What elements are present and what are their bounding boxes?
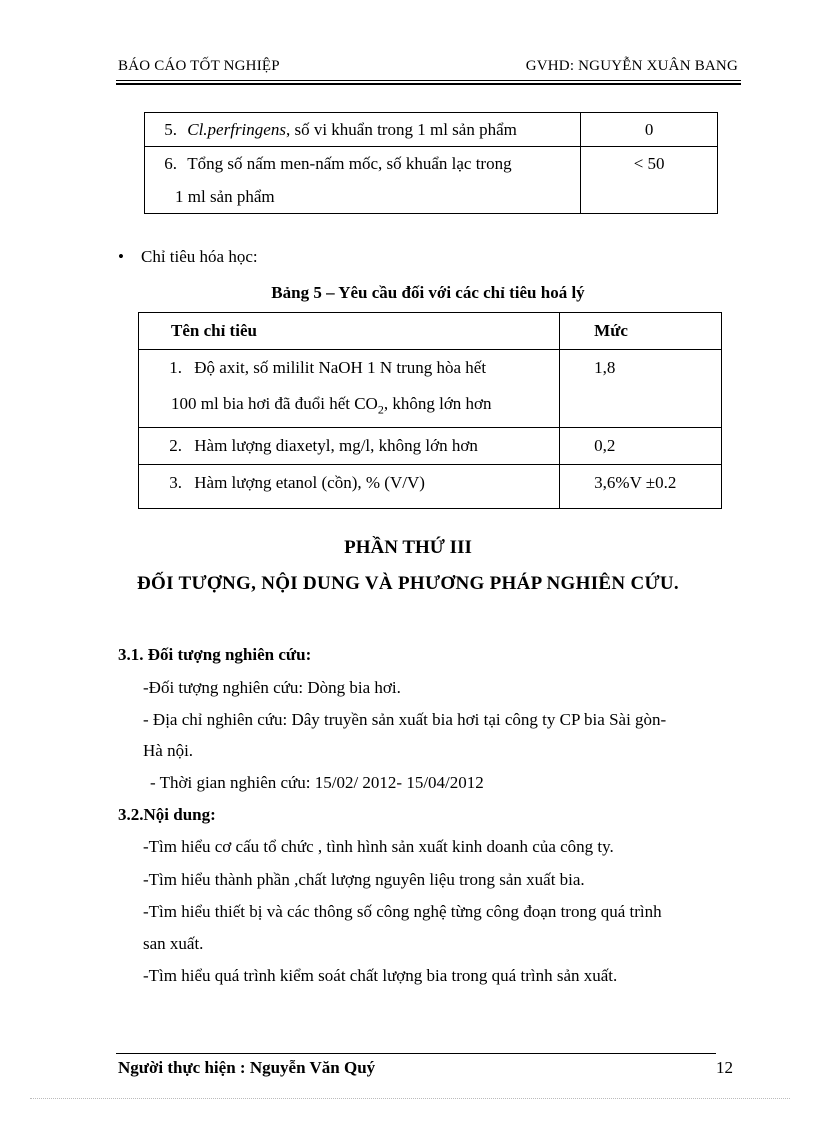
table-row: 3. Hàm lượng etanol (cồn), % (V/V) 3,6%V ±0.2	[139, 465, 722, 509]
table-row: 1. Độ axit, số mililit NaOH 1 N trung hòa hết 100 ml bia hơi đã đuổi hết $CO_2$, không lớn hơn 1,8	[139, 350, 722, 428]
organism-name: Cl.perfringens	[187, 120, 286, 139]
sec32-line: -Tìm hiểu thiết bị và các thông số công nghệ từng công đoạn trong quá trình	[143, 902, 662, 921]
micro-value: 0	[644, 120, 654, 139]
chem-value: 3,6%V ±0.2	[594, 473, 677, 493]
sec32-line: san xuất.	[143, 934, 204, 953]
bullet-chem: • Chỉ tiêu hóa học:	[118, 247, 258, 266]
header-left: BÁO CÁO TỐT NGHIỆP	[118, 58, 280, 74]
part-title: PHẦN THỨ III	[344, 537, 472, 558]
chem-value: 1,8	[594, 358, 616, 377]
micro-table	[144, 112, 718, 214]
table-row: 2. Hàm lượng diaxetyl, mg/l, không lớn hơn 0,2	[139, 428, 722, 465]
sec32-line: -Tìm hiểu quá trình kiểm soát chất lượng bia trong quá trình sản xuất.	[143, 966, 618, 985]
section-3-1-heading: 3.1. Đối tượng nghiên cứu:	[118, 645, 312, 664]
table-caption: Bảng 5 – Yêu cầu đối với các chỉ tiêu hoá lý	[271, 283, 585, 302]
sec32-line: -Tìm hiểu cơ cấu tổ chức , tình hình sản xuất kinh doanh của công ty.	[143, 837, 614, 856]
table-row: 5. Cl.perfringens, số vi khuẩn trong 1 ml sản phẩm 0	[145, 113, 718, 147]
header-right: GVHD: NGUYỄN XUÂN BANG	[525, 58, 738, 74]
table-header-row	[139, 313, 722, 350]
footer-rule	[116, 1053, 716, 1054]
sec31-line: - Địa chỉ nghiên cứu: Dây truyền sản xuất bia hơi tại công ty CP bia Sài gòn-	[143, 710, 667, 729]
chem-table	[138, 312, 722, 509]
table-row: 6. Tổng số nấm men-nấm mốc, số khuẩn lạc trong 1 ml sản phẩm < 50	[145, 147, 718, 214]
sec31-line: Hà nội.	[143, 741, 194, 760]
micro-value: < 50	[633, 154, 665, 173]
chem-value: 0,2	[594, 436, 616, 456]
bullet-icon: •	[118, 247, 124, 266]
section-3-2-heading: 3.2.Nội dung:	[118, 805, 216, 824]
sec31-line: -Đối tượng nghiên cứu: Dòng bia hơi.	[143, 678, 401, 697]
page-number: 12	[716, 1058, 733, 1077]
footer-author: Người thực hiện : Nguyễn Văn Quý	[118, 1058, 376, 1077]
page-edge-dots	[30, 1098, 790, 1099]
part-subtitle: ĐỐI TƯỢNG, NỘI DUNG VÀ PHƯƠNG PHÁP NGHIÊN CỨU.	[137, 573, 679, 594]
header-rule-thin	[116, 80, 741, 81]
sec31-line: - Thời gian nghiên cứu: 15/02/ 2012- 15/04/2012	[150, 773, 484, 792]
sec32-line: -Tìm hiểu thành phần ,chất lượng nguyên liệu trong sản xuất bia.	[143, 870, 585, 889]
col-level-header: Mức	[560, 313, 722, 350]
col-name-header: Tên chỉ tiêu	[139, 313, 560, 350]
header-rule-thick	[116, 83, 741, 85]
